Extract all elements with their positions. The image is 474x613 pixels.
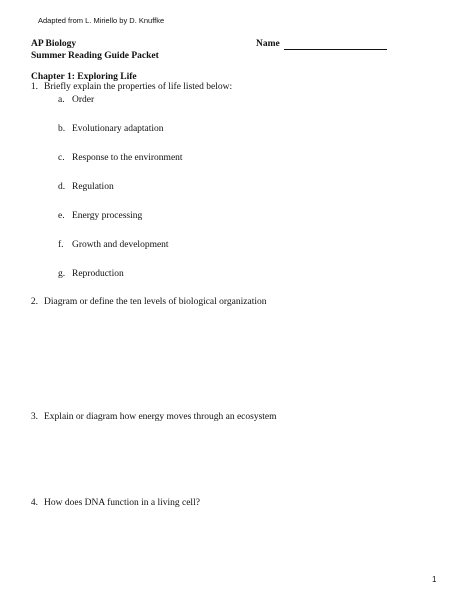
item-letter: a. <box>58 95 65 105</box>
name-label: Name <box>256 39 280 49</box>
chapter-heading: Chapter 1: Exploring Life <box>31 72 137 82</box>
list-item-d <box>58 182 114 192</box>
item-letter: c. <box>58 153 65 163</box>
list-item-c <box>58 153 183 163</box>
item-text: Energy processing <box>72 211 143 221</box>
item-letter: e. <box>58 211 65 221</box>
list-item-g <box>58 269 124 279</box>
question-text: Explain or diagram how energy moves through an ecosystem <box>44 412 277 422</box>
question-number: 1. <box>30 82 38 92</box>
question-number: 4. <box>30 498 38 508</box>
list-item-e <box>58 211 143 221</box>
list-item-f <box>58 240 169 250</box>
page-number: 1 <box>432 575 437 584</box>
question-text: How does DNA function in a living cell? <box>44 498 200 508</box>
item-letter: d. <box>58 182 66 192</box>
item-text: Response to the environment <box>72 153 183 163</box>
item-text: Reproduction <box>72 269 124 279</box>
course-title: AP Biology <box>31 39 77 49</box>
question-number: 2. <box>30 297 38 307</box>
attribution-header: Adapted from L. Miriello by D. Knuffke <box>38 16 165 25</box>
item-letter: f. <box>58 240 64 250</box>
item-text: Regulation <box>72 182 114 192</box>
item-letter: g. <box>58 269 66 279</box>
question-text: Diagram or define the ten levels of biological organization <box>44 297 267 307</box>
packet-title: Summer Reading Guide Packet <box>31 51 159 61</box>
question-text: Briefly explain the properties of life listed below: <box>44 82 233 92</box>
list-item-b <box>58 124 164 134</box>
name-blank-line[interactable] <box>284 49 387 50</box>
item-text: Growth and development <box>72 240 169 250</box>
item-letter: b. <box>58 124 66 134</box>
item-text: Order <box>72 95 95 105</box>
item-text: Evolutionary adaptation <box>72 124 164 134</box>
question-number: 3. <box>30 412 38 422</box>
list-item-a <box>58 95 95 105</box>
